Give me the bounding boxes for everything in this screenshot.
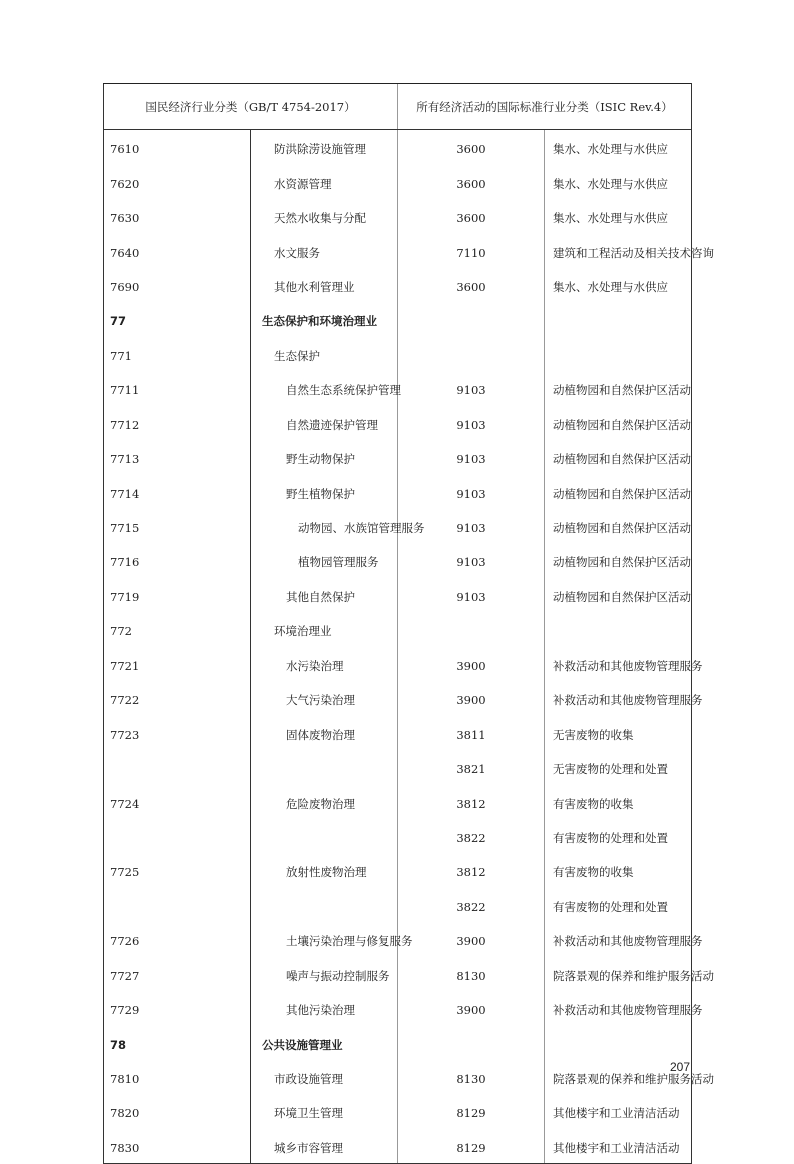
table-row [104,1129,692,1164]
isic-name: 动植物园和自然保护区活动 [545,543,692,577]
gbt-code: 7820 [104,1094,251,1128]
gbt-name: 城乡市容管理 [251,1129,398,1164]
table-row [104,715,692,749]
isic-code [398,302,545,336]
isic-code: 9103 [398,509,545,543]
isic-name: 集水、水处理与水供应 [545,130,692,165]
table-row [104,164,692,198]
gbt-name: 自然生态系统保护管理 [251,371,398,405]
gbt-code: 7830 [104,1129,251,1164]
gbt-code: 7723 [104,715,251,749]
gbt-code: 772 [104,612,251,646]
gbt-code: 7729 [104,991,251,1025]
gbt-code: 7725 [104,853,251,887]
gbt-name: 防洪除涝设施管理 [251,130,398,165]
isic-name: 无害废物的处理和处置 [545,750,692,784]
table-row [104,957,692,991]
table-row [104,302,692,336]
isic-name: 动植物园和自然保护区活动 [545,578,692,612]
gbt-code: 78 [104,1025,251,1059]
gbt-name: 环境治理业 [251,612,398,646]
isic-code: 7110 [398,233,545,267]
isic-code: 3812 [398,784,545,818]
isic-code: 9103 [398,578,545,612]
table-row [104,509,692,543]
gbt-code: 7640 [104,233,251,267]
isic-code: 9103 [398,440,545,474]
gbt-name: 其他自然保护 [251,578,398,612]
page-number: 207 [670,1060,691,1074]
isic-code: 9103 [398,543,545,577]
gbt-code: 7719 [104,578,251,612]
table-row [104,371,692,405]
isic-name: 集水、水处理与水供应 [545,164,692,198]
table-row [104,888,692,922]
isic-name: 院落景观的保养和维护服务活动 [545,1060,692,1094]
isic-name [545,337,692,371]
gbt-code: 7630 [104,199,251,233]
isic-code: 8129 [398,1094,545,1128]
table-row [104,991,692,1025]
gbt-code: 7722 [104,681,251,715]
gbt-code: 7726 [104,922,251,956]
gbt-code [104,888,251,922]
isic-code: 3900 [398,991,545,1025]
gbt-code: 771 [104,337,251,371]
isic-name: 有害废物的处理和处置 [545,819,692,853]
gbt-code: 7713 [104,440,251,474]
isic-code: 9103 [398,474,545,508]
gbt-name: 固体废物治理 [251,715,398,749]
table-row [104,440,692,474]
isic-name: 其他楼宇和工业清洁活动 [545,1094,692,1128]
gbt-name [251,750,398,784]
gbt-code: 7715 [104,509,251,543]
gbt-code [104,750,251,784]
gbt-name [251,888,398,922]
isic-name: 有害废物的收集 [545,853,692,887]
gbt-code: 7620 [104,164,251,198]
isic-name [545,612,692,646]
table-row [104,784,692,818]
table-row [104,647,692,681]
gbt-name: 天然水收集与分配 [251,199,398,233]
isic-code: 3600 [398,199,545,233]
isic-code [398,612,545,646]
isic-code [398,1025,545,1059]
gbt-name [251,819,398,853]
gbt-code: 7711 [104,371,251,405]
gbt-name: 野生动物保护 [251,440,398,474]
table-row [104,199,692,233]
gbt-name: 市政设施管理 [251,1060,398,1094]
isic-code: 3600 [398,164,545,198]
table-row [104,1060,692,1094]
gbt-name: 水文服务 [251,233,398,267]
table-row [104,406,692,440]
table-row [104,750,692,784]
industry-classification-table [103,83,714,1164]
isic-code: 3900 [398,647,545,681]
table-row [104,612,692,646]
table-row [104,853,692,887]
gbt-code: 7721 [104,647,251,681]
table-row [104,233,692,267]
isic-code: 3812 [398,853,545,887]
isic-code: 8130 [398,1060,545,1094]
table-row [104,130,692,165]
isic-name: 无害废物的收集 [545,715,692,749]
isic-code: 9103 [398,406,545,440]
isic-code: 3600 [398,268,545,302]
isic-name: 补救活动和其他废物管理服务 [545,991,692,1025]
table-row [104,543,692,577]
isic-code: 8130 [398,957,545,991]
isic-code [398,337,545,371]
isic-name: 有害废物的收集 [545,784,692,818]
isic-name: 集水、水处理与水供应 [545,268,692,302]
table-row [104,681,692,715]
isic-name: 补救活动和其他废物管理服务 [545,647,692,681]
isic-name: 补救活动和其他废物管理服务 [545,681,692,715]
gbt-code: 7714 [104,474,251,508]
isic-code: 3900 [398,681,545,715]
isic-name: 其他楼宇和工业清洁活动 [545,1129,692,1164]
isic-name: 有害废物的处理和处置 [545,888,692,922]
gbt-name: 其他水利管理业 [251,268,398,302]
isic-code: 3821 [398,750,545,784]
isic-name: 动植物园和自然保护区活动 [545,509,692,543]
isic-name: 建筑和工程活动及相关技术咨询 [545,233,692,267]
table-row [104,819,692,853]
table-row [104,578,692,612]
gbt-name: 其他污染治理 [251,991,398,1025]
gbt-name: 公共设施管理业 [251,1025,398,1059]
table-header [104,84,692,130]
isic-name: 动植物园和自然保护区活动 [545,406,692,440]
isic-code: 3811 [398,715,545,749]
isic-code: 3900 [398,922,545,956]
header-gbt: 国民经济行业分类（GB/T 4754-2017） [104,84,398,130]
isic-code: 8129 [398,1129,545,1164]
isic-name [545,1025,692,1059]
isic-name: 补救活动和其他废物管理服务 [545,922,692,956]
gbt-name: 环境卫生管理 [251,1094,398,1128]
gbt-name: 自然遗迹保护管理 [251,406,398,440]
isic-name: 动植物园和自然保护区活动 [545,371,692,405]
gbt-code: 7610 [104,130,251,165]
gbt-name: 大气污染治理 [251,681,398,715]
gbt-name: 生态保护和环境治理业 [251,302,398,336]
gbt-code: 7690 [104,268,251,302]
isic-name [545,302,692,336]
isic-code: 3822 [398,819,545,853]
gbt-name: 放射性废物治理 [251,853,398,887]
gbt-name: 危险废物治理 [251,784,398,818]
gbt-code: 7727 [104,957,251,991]
isic-name: 动植物园和自然保护区活动 [545,440,692,474]
isic-code: 3822 [398,888,545,922]
table-row [104,1025,692,1059]
gbt-code: 7716 [104,543,251,577]
isic-name: 院落景观的保养和维护服务活动 [545,957,692,991]
gbt-name: 水资源管理 [251,164,398,198]
isic-name: 集水、水处理与水供应 [545,199,692,233]
table-row [104,268,692,302]
gbt-name: 土壤污染治理与修复服务 [251,922,398,956]
gbt-name: 动物园、水族馆管理服务 [251,509,398,543]
table-row [104,474,692,508]
gbt-code: 7724 [104,784,251,818]
gbt-name: 水污染治理 [251,647,398,681]
gbt-code [104,819,251,853]
table-row [104,922,692,956]
gbt-name: 噪声与振动控制服务 [251,957,398,991]
isic-code: 3600 [398,130,545,165]
gbt-name: 生态保护 [251,337,398,371]
gbt-code: 77 [104,302,251,336]
gbt-code: 7810 [104,1060,251,1094]
table-row [104,1094,692,1128]
isic-name: 动植物园和自然保护区活动 [545,474,692,508]
gbt-name: 植物园管理服务 [251,543,398,577]
header-isic: 所有经济活动的国际标准行业分类（ISIC Rev.4） [398,84,692,130]
gbt-name: 野生植物保护 [251,474,398,508]
table-row [104,337,692,371]
isic-code: 9103 [398,371,545,405]
gbt-code: 7712 [104,406,251,440]
